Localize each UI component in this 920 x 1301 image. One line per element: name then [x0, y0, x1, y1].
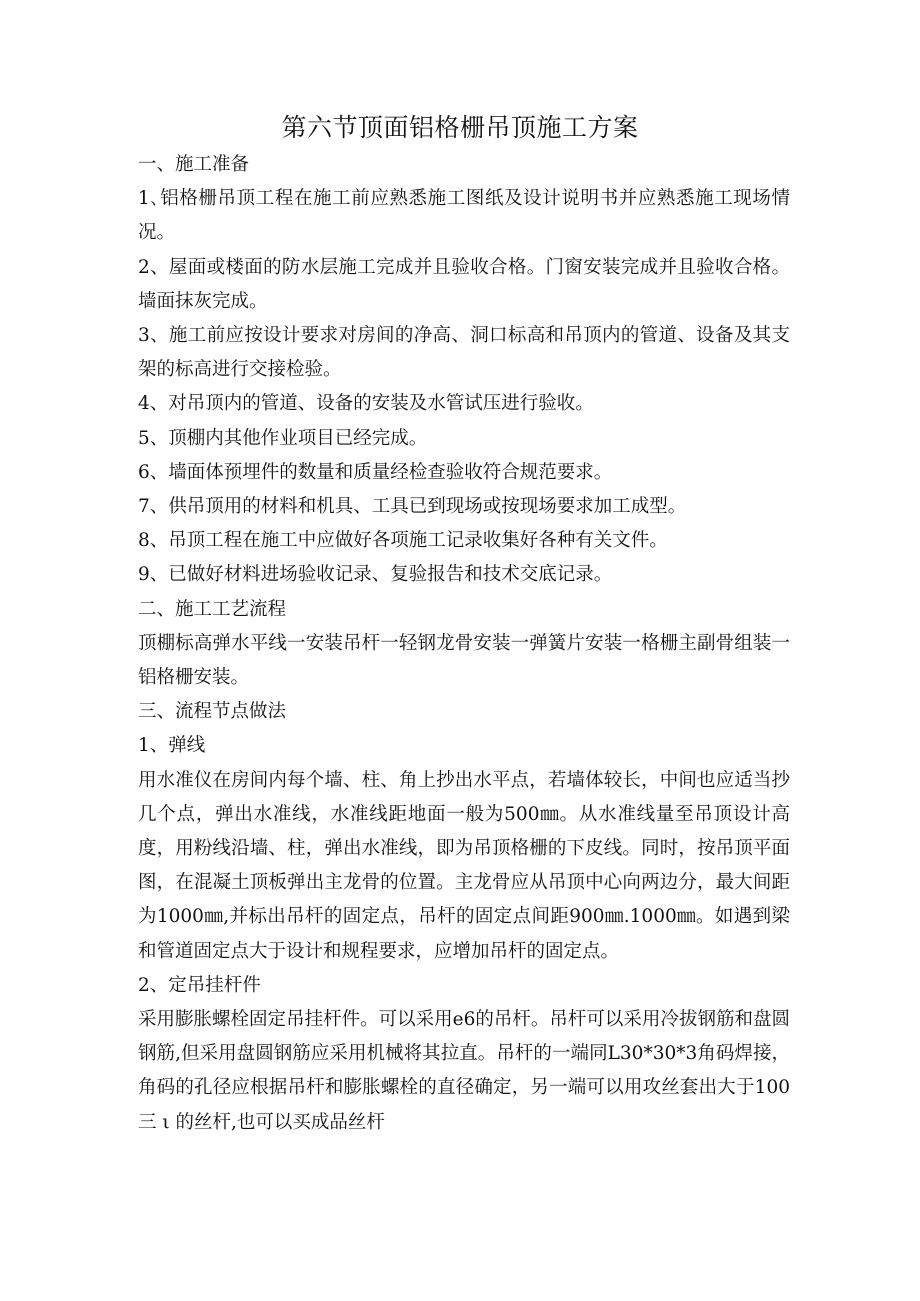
- document-title: 第六节顶面铝格栅吊顶施工方案: [281, 113, 639, 142]
- body-paragraph: 9、已做好材料进场验收记录、复验报告和技术交底记录。: [138, 564, 613, 586]
- body-paragraph: 3、施工前应按设计要求对房间的净高、洞口标高和吊顶内的管道、设备及其支架的标高进行交接检验。: [138, 325, 790, 381]
- body-paragraph: 采用膨胀螺栓固定吊挂杆件。可以采用e6的吊杆。吊杆可以采用冷拔钢筋和盘圆钢筋,但采用盘圆钢筋应采用机械将其拉直。吊杆的一端同L30*30*3角码焊接，角码的孔径应根据吊杆和膨胀螺栓的直径确定，另一端可以用攻丝套出大于100三 ι 的丝杆,也可以买成品丝杆: [138, 1009, 790, 1133]
- body-paragraph: 1､铝格栅吊顶工程在施工前应熟悉施工图纸及设计说明书并应熟悉施工现场情况。: [138, 188, 790, 244]
- body-paragraph: 6、墙面体预埋件的数量和质量经检查验收符合规范要求。: [138, 461, 613, 483]
- body-paragraph: 8、吊顶工程在施工中应做好各项施工记录收集好各种有关文件。: [138, 530, 668, 552]
- body-paragraph: 5、顶棚内其他作业项目已经完成。: [138, 427, 428, 449]
- section-heading: 一、施工准备: [138, 154, 250, 175]
- body-paragraph: 2、屋面或楼面的防水层施工完成并且验收合格。门窗安装完成并且验收合格。墙面抹灰完成。: [138, 256, 790, 312]
- body-paragraph: 4、对吊顶内的管道、设备的安装及水管试压进行验收。: [138, 393, 594, 415]
- body-paragraph: 用水准仪在房间内每个墙、柱、角上抄出水平点，若墙体较长，中间也应适当抄几个点，弹出水准线，水准线距地面一般为500㎜。从水准线量至吊顶设计高度，用粉线沿墙、柱，弹出水准线，即为吊顶格栅的下皮线。同时，按吊顶平面图，在混凝土顶板弹出主龙骨的位置。主龙骨应从吊顶中心向两边分，最大间距为1000㎜,并标出吊杆的固定点，吊杆的固定点间距900㎜.1000㎜。如遇到梁和管道固定点大于设计和规程要求，应增加吊杆的固定点。: [138, 769, 790, 962]
- subsection-heading: 2、定吊挂杆件: [138, 974, 261, 996]
- body-paragraph: 顶棚标高弹水平线一安装吊杆一轻钢龙骨安装一弹簧片安装一格栅主副骨组装一铝格栅安装。: [138, 632, 790, 689]
- body-paragraph: 7、供吊顶用的材料和机具、工具已到现场或按现场要求加工成型。: [138, 496, 687, 518]
- document-body: [138, 148, 790, 1140]
- subsection-heading: 1、弹线: [138, 735, 206, 757]
- section-heading: 三、流程节点做法: [138, 701, 287, 723]
- section-heading: 二、施工工艺流程: [138, 598, 287, 620]
